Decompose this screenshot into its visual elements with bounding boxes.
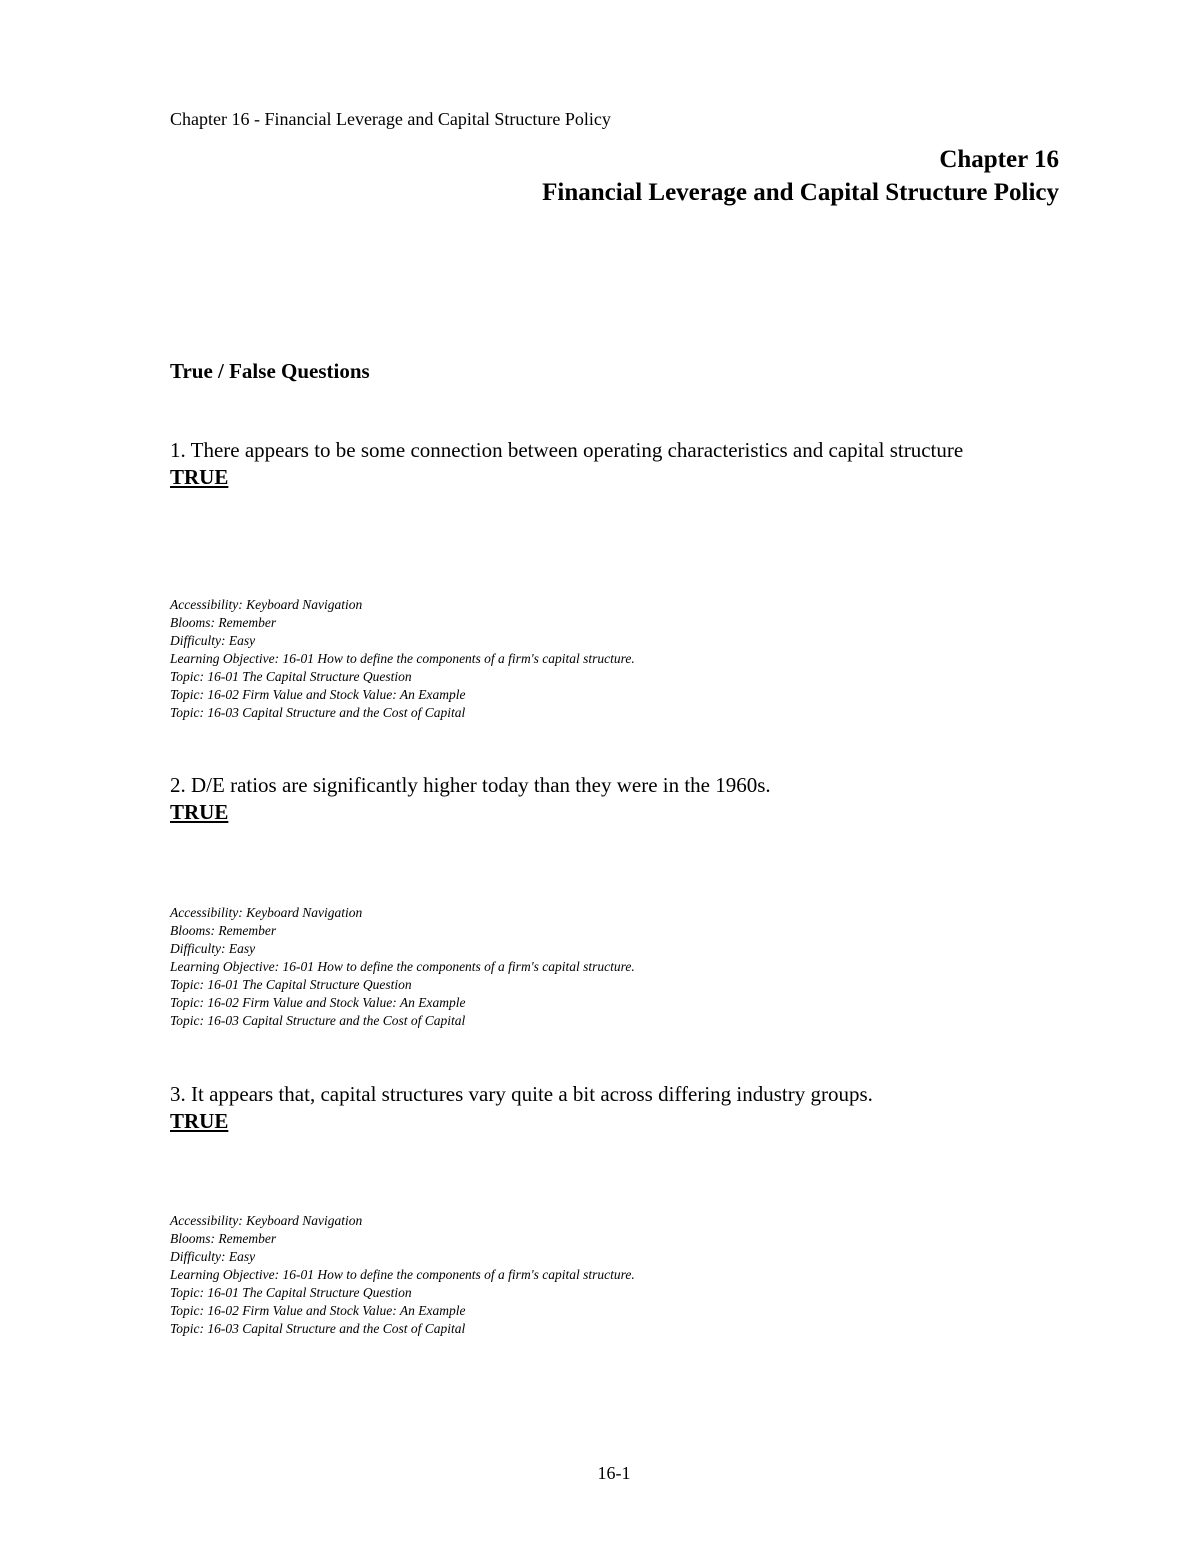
question-text: 3. It appears that, capital structures vary quite a bit across differing industry groups. <box>170 1082 873 1106</box>
meta-blooms: Blooms: Remember <box>170 615 277 630</box>
question-3 <box>170 1081 1030 1135</box>
meta-topic: Topic: 16-01 The Capital Structure Question <box>170 977 412 992</box>
meta-topic: Topic: 16-03 Capital Structure and the Cost of Capital <box>170 1321 466 1336</box>
question-1-metadata <box>170 596 635 722</box>
page-number: 16-1 <box>597 1463 631 1483</box>
meta-difficulty: Difficulty: Easy <box>170 633 256 648</box>
meta-difficulty: Difficulty: Easy <box>170 1249 256 1264</box>
meta-topic: Topic: 16-02 Firm Value and Stock Value: An Example <box>170 687 466 702</box>
meta-learning-objective: Learning Objective: 16-01 How to define the components of a firm's capital structure. <box>170 1267 635 1282</box>
chapter-number: Chapter 16 <box>939 146 1059 173</box>
meta-blooms: Blooms: Remember <box>170 1231 277 1246</box>
meta-accessibility: Accessibility: Keyboard Navigation <box>170 597 363 612</box>
question-1 <box>170 437 1030 491</box>
meta-topic: Topic: 16-01 The Capital Structure Question <box>170 669 412 684</box>
meta-topic: Topic: 16-02 Firm Value and Stock Value: An Example <box>170 995 466 1010</box>
meta-accessibility: Accessibility: Keyboard Navigation <box>170 905 363 920</box>
question-2 <box>170 772 1030 826</box>
meta-topic: Topic: 16-03 Capital Structure and the Cost of Capital <box>170 705 466 720</box>
question-answer: TRUE <box>170 800 229 824</box>
question-text: 1. There appears to be some connection between operating characteristics and capital structure <box>170 438 964 462</box>
meta-accessibility: Accessibility: Keyboard Navigation <box>170 1213 363 1228</box>
question-text: 2. D/E ratios are significantly higher today than they were in the 1960s. <box>170 773 771 797</box>
question-answer: TRUE <box>170 1109 229 1133</box>
meta-learning-objective: Learning Objective: 16-01 How to define the components of a firm's capital structure. <box>170 651 635 666</box>
section-heading: True / False Questions <box>170 359 370 383</box>
meta-blooms: Blooms: Remember <box>170 923 277 938</box>
question-3-metadata <box>170 1212 635 1338</box>
meta-topic: Topic: 16-01 The Capital Structure Question <box>170 1285 412 1300</box>
meta-learning-objective: Learning Objective: 16-01 How to define the components of a firm's capital structure. <box>170 959 635 974</box>
chapter-subtitle: Financial Leverage and Capital Structure Policy <box>542 179 1059 206</box>
question-answer: TRUE <box>170 465 229 489</box>
chapter-title-block <box>542 143 1059 209</box>
meta-topic: Topic: 16-02 Firm Value and Stock Value: An Example <box>170 1303 466 1318</box>
meta-topic: Topic: 16-03 Capital Structure and the Cost of Capital <box>170 1013 466 1028</box>
meta-difficulty: Difficulty: Easy <box>170 941 256 956</box>
running-header: Chapter 16 - Financial Leverage and Capital Structure Policy <box>170 109 611 129</box>
question-2-metadata <box>170 904 635 1030</box>
